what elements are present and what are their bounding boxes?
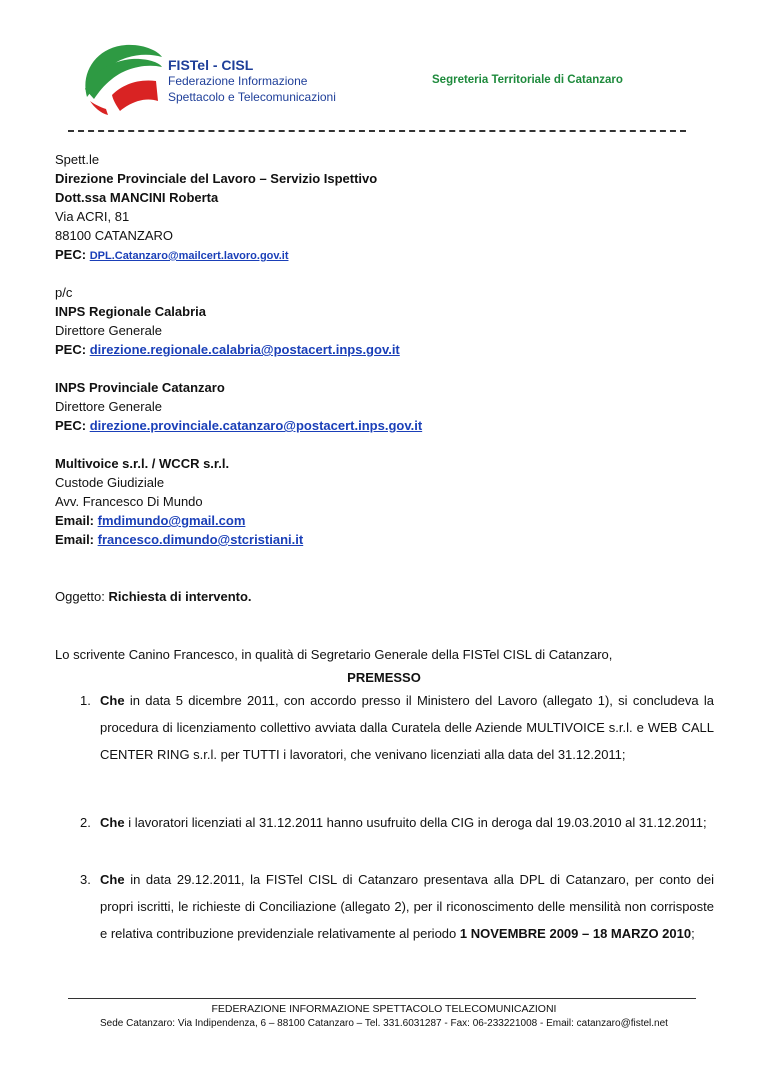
inps-regional-name: INPS Regionale Calabria [55,304,206,319]
item-number: 2. [80,815,91,830]
salutation: Spett.le [55,152,100,167]
item-end: ; [691,926,695,941]
email-line-2 [55,532,303,548]
email-link-2[interactable]: francesco.dimundo@stcristiani.it [97,532,304,547]
fistel-cisl-logo [82,43,164,117]
item-lead: Che [100,872,125,887]
dpl-name: Direzione Provinciale del Lavoro – Servizio Ispettivo [55,171,378,186]
header-divider [68,130,686,132]
footer-org-name: FEDERAZIONE INFORMAZIONE SPETTACOLO TELECOMUNICAZIONI [211,1003,557,1015]
secretariat-label: Segreteria Territoriale di Catanzaro [432,74,623,86]
email-line-1 [55,513,245,529]
dpl-street: Via ACRI, 81 [55,209,130,224]
dpl-pec-link[interactable]: DPL.Catanzaro@mailcert.lavoro.gov.it [89,250,289,262]
premesso-heading: PREMESSO [347,670,421,685]
dpl-person: Dott.ssa MANCINI Roberta [55,190,219,205]
pec-label: PEC: [55,342,87,357]
item-text [100,809,714,836]
inps-regional-role: Direttore Generale [55,323,162,338]
email-link-1[interactable]: fmdimundo@gmail.com [97,513,246,528]
item-number: 3. [80,872,91,887]
pec-label: PEC: [55,418,87,433]
dpl-pec-line [55,247,288,264]
inps-provincial-pec-line [55,418,422,434]
inps-provincial-name: INPS Provinciale Catanzaro [55,380,225,395]
subject-text: Richiesta di intervento. [108,589,252,604]
pec-label: PEC: [55,247,87,262]
item-text [100,687,714,768]
per-conoscenza: p/c [55,285,73,300]
item-number: 1. [80,693,91,708]
intro-paragraph: Lo scrivente Canino Francesco, in qualità di Segretario Generale della FISTel CISL di Catanzaro, [55,647,613,662]
lawyer-name: Avv. Francesco Di Mundo [55,494,203,509]
item-lead: Che [100,815,125,830]
item-body: in data 29.12.2011, la FISTel CISL di Catanzaro presentava alla DPL di Catanzaro, per conto dei propri iscritti, le richieste di Conciliazione (allegato 2), per il riconoscimento delle mensilità non corrisposte e relativa contribuzione previdenziale relativamente al periodo [100,872,714,941]
inps-regional-pec-link[interactable]: direzione.regionale.calabria@postacert.inps.gov.it [89,342,400,357]
subject-line [55,589,252,605]
email-label: Email: [55,532,95,547]
custodian-role: Custode Giudiziale [55,475,165,490]
inps-provincial-role: Direttore Generale [55,399,162,414]
dpl-city: 88100 CATANZARO [55,228,174,243]
inps-regional-pec-line [55,342,400,358]
org-short-name: FISTel - CISL [168,57,254,73]
subject-label: Oggetto: [55,589,105,604]
email-label: Email: [55,513,95,528]
org-name-line-1: Federazione Informazione [168,74,308,88]
company-name: Multivoice s.r.l. / WCCR s.r.l. [55,456,230,471]
inps-provincial-pec-link[interactable]: direzione.provinciale.catanzaro@postacert.inps.gov.it [89,418,423,433]
item-period: 1 NOVEMBRE 2009 – 18 MARZO 2010 [459,926,692,941]
item-text [100,866,714,947]
item-body: in data 5 dicembre 2011, con accordo presso il Ministero del Lavoro (allegato 1), si concludeva la procedura di licenziamento collettivo avviata dalla Curatela delle Aziende MULTIVOICE s.r.l. e WEB CALL CENTER RING s.r.l. per TUTTI i lavoratori, che venivano licenziati alla data del 31.12.2011; [100,693,714,762]
footer-divider [68,998,696,999]
item-body: i lavoratori licenziati al 31.12.2011 hanno usufruito della CIG in deroga dal 19.03.2010 al 31.12.2011; [128,815,707,830]
footer-contacts: Sede Catanzaro: Via Indipendenza, 6 – 88100 Catanzaro – Tel. 331.6031287 - Fax: 06-233221008 - Email: catanzaro@fistel.net [100,1018,668,1029]
org-name-line-2: Spettacolo e Telecomunicazioni [168,90,336,104]
item-lead: Che [100,693,125,708]
